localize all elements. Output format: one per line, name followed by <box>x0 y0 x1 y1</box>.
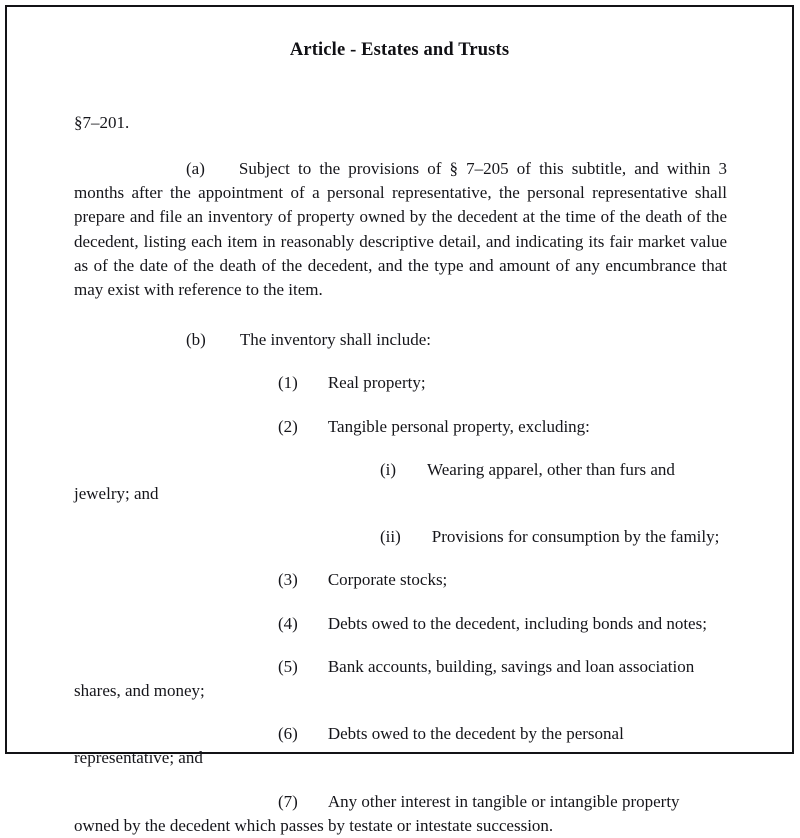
marker-spacer <box>396 458 427 482</box>
section-number: §7–201. <box>74 113 130 132</box>
provision-3 <box>7 549 792 592</box>
marker-spacer <box>298 415 328 439</box>
provision-text: Debts owed to the decedent, including bonds and notes; <box>327 613 707 633</box>
marker-spacer <box>298 722 328 746</box>
provision-marker: (3) <box>278 570 298 590</box>
marker-spacer <box>205 157 239 181</box>
provision-7 <box>7 771 792 838</box>
provision-text: Corporate stocks; <box>327 570 448 590</box>
provision-marker: (ii) <box>380 527 401 547</box>
provision-i <box>7 439 792 506</box>
marker-spacer <box>401 525 432 549</box>
provision-text: Provisions for consumption by the family; <box>431 527 720 547</box>
provision-marker: (i) <box>380 459 397 479</box>
provision-5 <box>7 636 792 703</box>
provision-text: Debts owed to the decedent by the personal representative; and <box>74 724 624 768</box>
provisions-list <box>7 133 792 838</box>
provision-marker: (6) <box>278 724 298 744</box>
provision-text: Subject to the provisions of § 7–205 of this subtitle, and within 3 months after the appointment of a personal representative, the personal representative shall prepare and file an inventory of property owned by the decedent at the time of the death of the decedent, listing each item in reasonably descriptive detail, and indicating its fair market value as of the date of the death of the decedent, and the type and amount of any encumbrance that may exist with reference to the item. <box>74 159 727 300</box>
provision-marker: (5) <box>278 656 298 676</box>
marker-spacer <box>298 655 328 679</box>
provision-marker: (4) <box>278 613 298 633</box>
marker-spacer <box>298 790 328 814</box>
document-page-frame <box>5 5 794 835</box>
marker-spacer <box>298 568 328 592</box>
marker-spacer <box>298 612 328 636</box>
provision-ii <box>7 506 792 549</box>
provision-text: Any other interest in tangible or intangible property owned by the decedent which passes by testate or intestate succession. <box>74 791 680 835</box>
provision-text: Real property; <box>327 373 426 393</box>
provision-6 <box>7 703 792 770</box>
marker-spacer <box>206 328 240 352</box>
document-sheet <box>7 7 792 835</box>
provision-text: Bank accounts, building, savings and loan association shares, and money; <box>74 656 695 701</box>
provision-b <box>7 302 792 352</box>
provision-marker: (7) <box>278 791 298 811</box>
provision-marker: (a) <box>186 159 205 178</box>
provision-marker: (2) <box>278 416 298 436</box>
provision-a <box>7 133 792 302</box>
page-title: Article - Estates and Trusts <box>289 40 510 60</box>
provision-text: Wearing apparel, other than furs and jewelry; and <box>74 459 675 504</box>
provision-marker: (b) <box>186 330 206 350</box>
provision-text: The inventory shall include: <box>239 330 432 350</box>
provision-text: Tangible personal property, excluding: <box>327 416 590 436</box>
provision-marker: (1) <box>278 373 298 393</box>
provision-4 <box>7 593 792 636</box>
marker-spacer <box>298 371 328 395</box>
provision-2 <box>7 396 792 439</box>
provision-1 <box>7 352 792 395</box>
